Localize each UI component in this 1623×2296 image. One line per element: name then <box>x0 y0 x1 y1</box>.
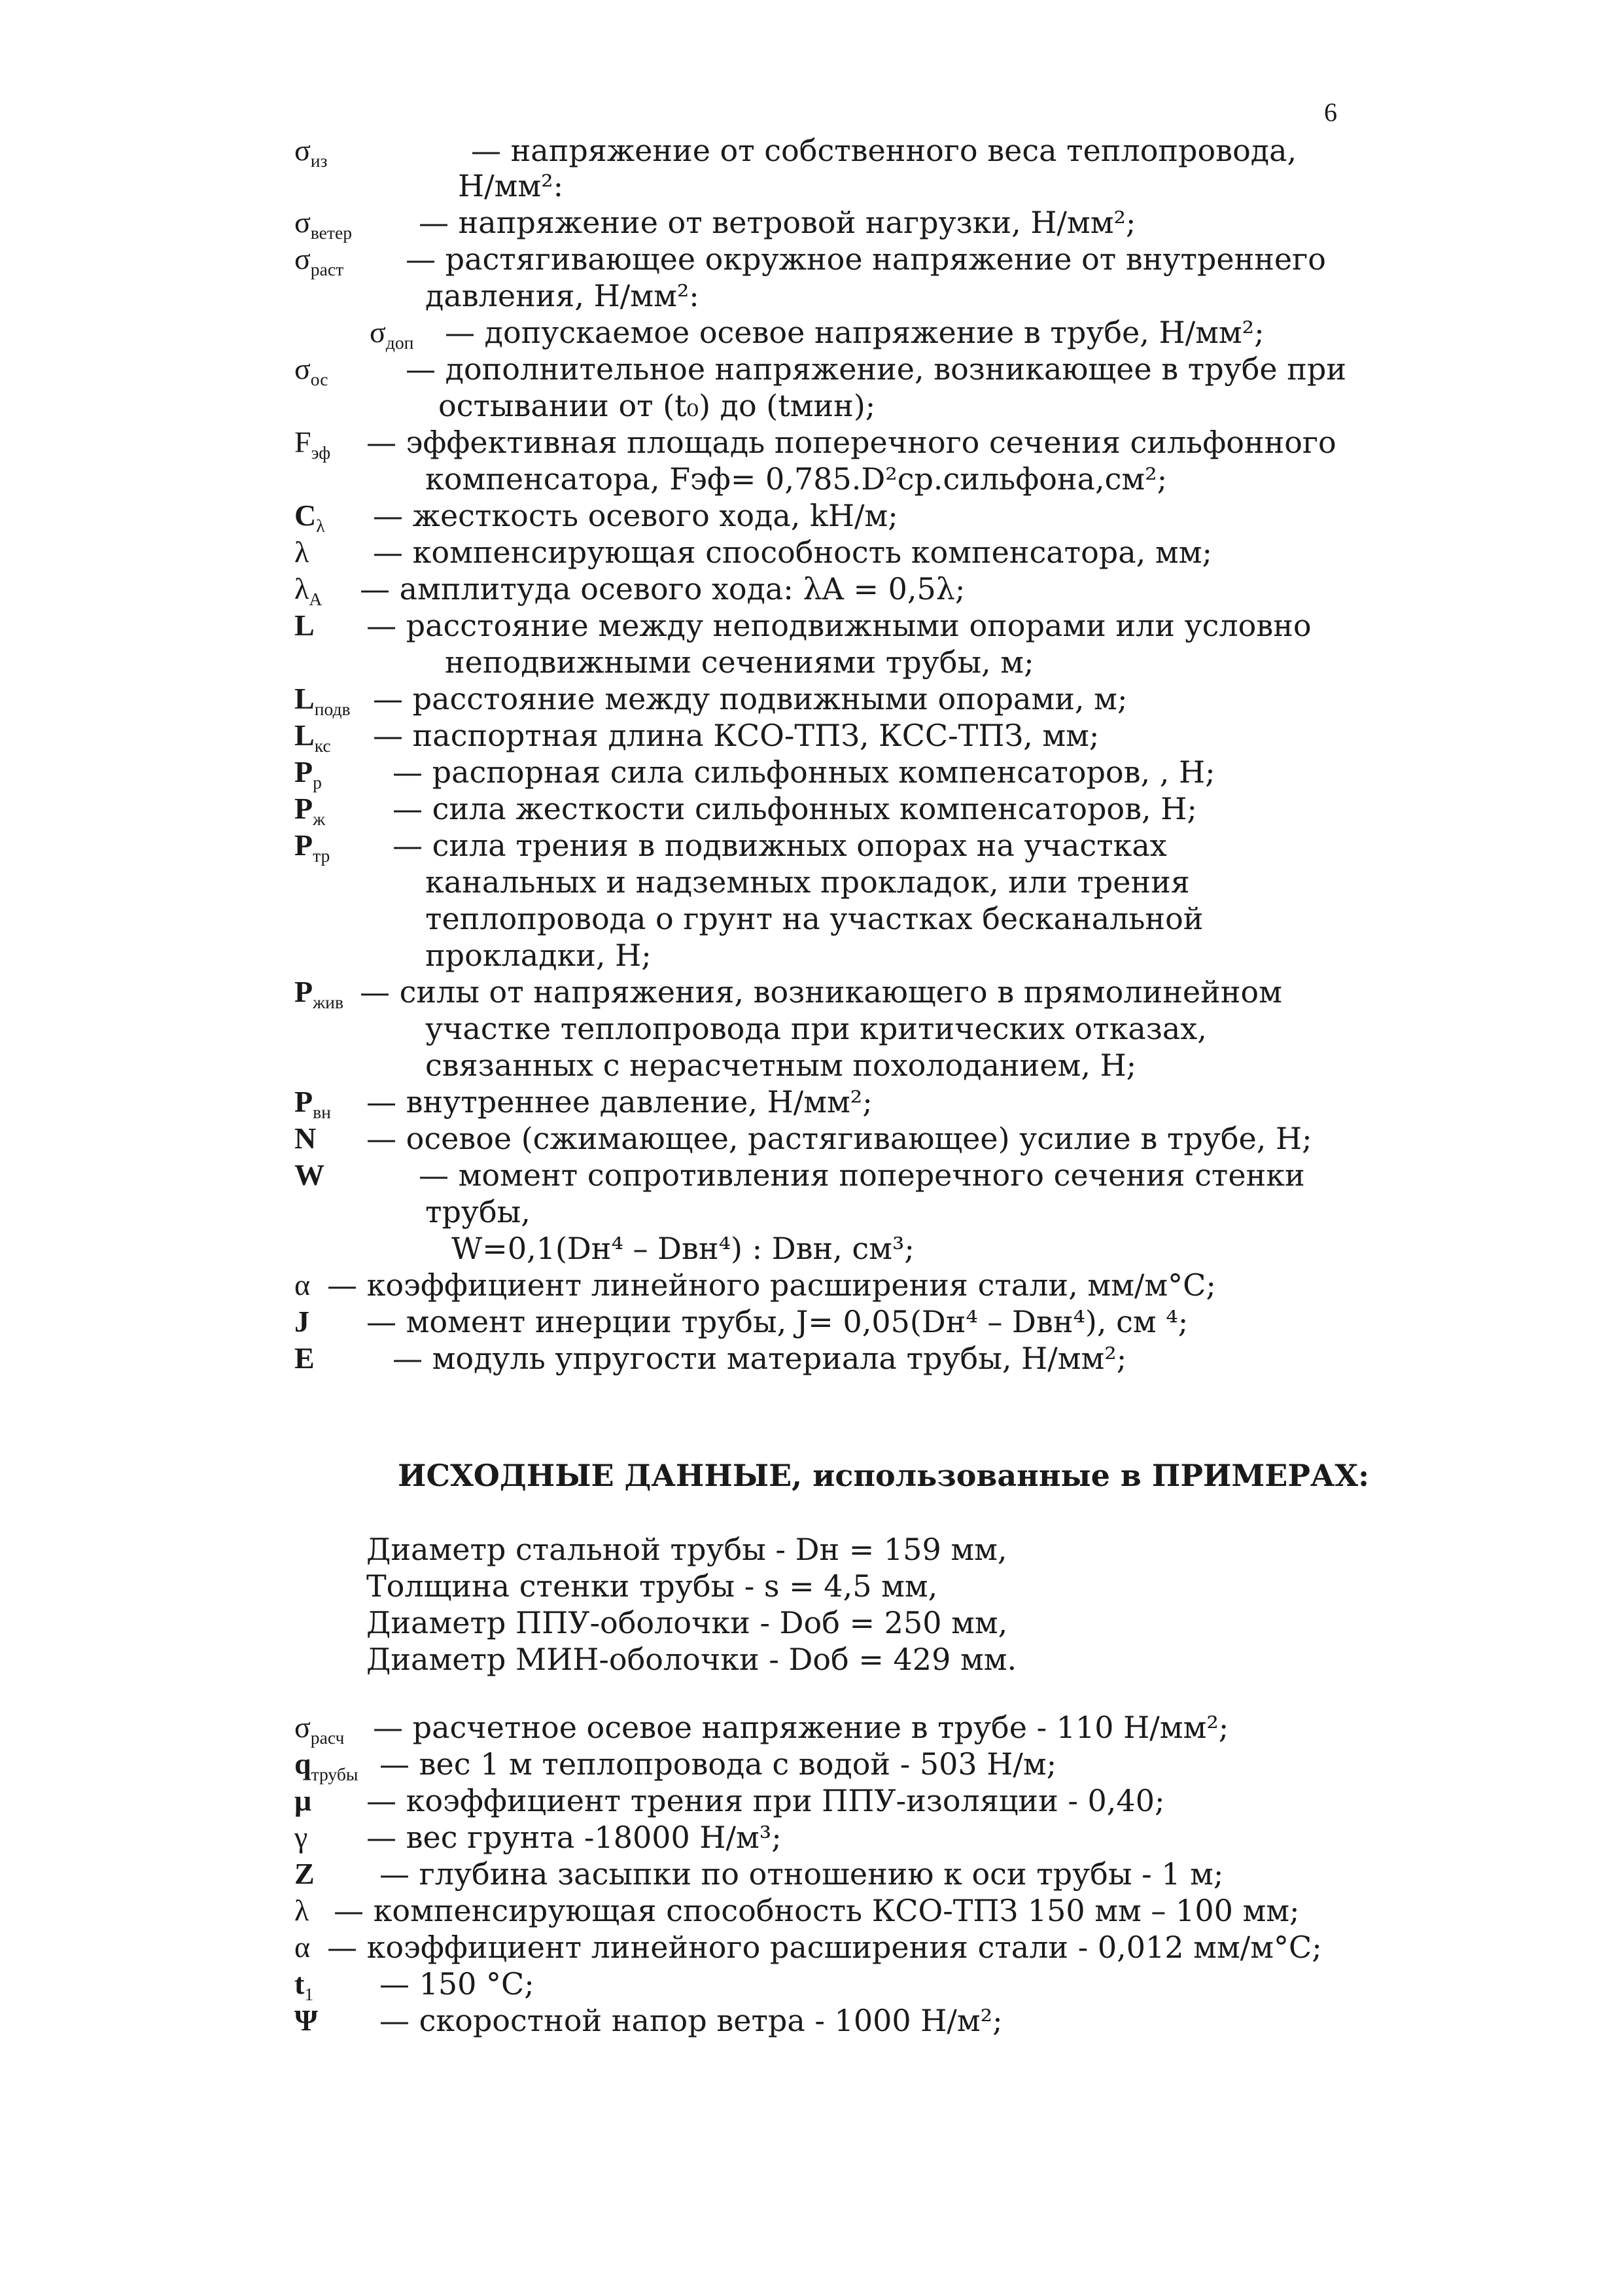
param-line-text: — расчетное осевое напряжение в трубе - 110 Н/мм²; <box>373 1710 1229 1745</box>
param-line-text: — коэффициент линейного расширения стали - 0,012 мм/м°С; <box>327 1930 1322 1965</box>
source-line: Толщина стенки трубы - s = 4,5 мм, <box>366 1568 938 1604</box>
notation-line-text: — компенсирующая способность компенсатора, мм; <box>373 535 1212 570</box>
notation-line-text: — расстояние между неподвижными опорами или условно <box>366 608 1312 643</box>
notation-line-text: — внутреннее давление, Н/мм²; <box>366 1084 873 1120</box>
notation-line-symbol: N <box>294 1122 317 1155</box>
heading-bold: ИСХОДНЫЕ ДАННЫЕ, <box>398 1458 803 1493</box>
notation-line-text: — напряжение от ветровой нагрузки, Н/мм²; <box>419 205 1136 240</box>
notation-line-symbol: $C_\lambda$ <box>294 499 325 537</box>
notation-line-text: — напряжение от собственного веса теплопровода, <box>471 133 1297 168</box>
notation-line-text: Н/мм²: <box>458 168 564 203</box>
notation-line-text: — момент сопротивления поперечного сечения стенки <box>419 1157 1305 1193</box>
param-line-symbol: $\sigma_{расч}$ <box>294 1710 345 1748</box>
notation-line-symbol: λ <box>294 535 309 569</box>
notation-line-text: — момент инерции трубы, J= 0,05(Dн⁴ – Dвн⁴), см ⁴; <box>366 1304 1189 1339</box>
notation-line-text: — дополнительное напряжение, возникающее в трубе при <box>406 351 1347 387</box>
notation-line-text: давления, Н/мм²: <box>425 278 699 313</box>
notation-line-symbol: $P_ж$ <box>294 792 326 830</box>
param-line-text: — компенсирующая способность КСО-ТПЗ 150 мм – 100 мм; <box>334 1893 1300 1928</box>
notation-line-symbol: J <box>294 1305 309 1338</box>
notation-line-text: трубы, <box>425 1194 531 1229</box>
notation-line-symbol: α <box>294 1268 311 1301</box>
notation-line-text: — распорная сила сильфонных компенсаторов, , Н; <box>393 754 1215 790</box>
notation-line-symbol: $P_{тр}$ <box>294 828 330 866</box>
heading-normal: использованные в <box>802 1458 1152 1493</box>
param-line-text: — вес 1 м теплопровода с водой - 503 Н/м; <box>379 1746 1057 1782</box>
notation-line-symbol: L <box>294 609 315 642</box>
param-line-symbol: $q_{трубы}$ <box>294 1747 358 1785</box>
param-line-symbol: μ <box>294 1784 312 1817</box>
notation-line-text: — эффективная площадь поперечного сечения сильфонного <box>366 425 1336 460</box>
notation-line-symbol: $\sigma_{ветер}$ <box>294 205 353 243</box>
notation-line-text: — амплитуда осевого хода: λA = 0,5λ; <box>360 571 966 607</box>
notation-line-text: связанных с нерасчетным похолоданием, Н; <box>425 1048 1137 1083</box>
notation-line-text: — растягивающее окружное напряжение от внутреннего <box>406 241 1326 277</box>
param-line-text: — скоростной напор ветра - 1000 Н/м²; <box>379 2003 1003 2038</box>
source-line: Диаметр стальной трубы - Dн = 159 мм, <box>366 1532 1007 1567</box>
notation-line-symbol: $L_{кс}$ <box>294 718 331 756</box>
source-line: Диаметр ППУ-оболочки - Dоб = 250 мм, <box>366 1605 1008 1640</box>
notation-line-symbol: E <box>294 1341 315 1375</box>
notation-line-text: компенсатора, Fэф= 0,785.D²ср.сильфона,см²; <box>425 461 1168 497</box>
source-line: Диаметр МИН-оболочки - Dоб = 429 мм. <box>366 1642 1017 1677</box>
notation-line-symbol: $\sigma_{доп}$ <box>370 315 414 353</box>
notation-line-symbol: $\lambda_А$ <box>294 572 323 610</box>
param-line-symbol: α <box>294 1930 311 1964</box>
notation-line-text: — модуль упругости материала трубы, Н/мм²; <box>393 1341 1127 1376</box>
notation-line-text: канальных и надземных прокладок, или трения <box>425 864 1190 900</box>
notation-line-symbol: $F_{эф}$ <box>294 425 331 463</box>
param-line-text: — 150 °С; <box>379 1966 534 2002</box>
param-line-text: — глубина засыпки по отношению к оси трубы - 1 м; <box>379 1856 1224 1892</box>
param-line-text: — коэффициент трения при ППУ-изоляции - 0,40; <box>366 1783 1165 1818</box>
notation-line-text: остывании от (t₀) до (tмин); <box>438 388 876 423</box>
notation-line-symbol: $\sigma_{раст}$ <box>294 242 344 280</box>
param-line-symbol: γ <box>294 1820 308 1854</box>
notation-line-text: — жесткость осевого хода, kН/м; <box>373 498 898 533</box>
notation-line-text: — сила трения в подвижных опорах на участках <box>393 828 1167 863</box>
param-line-symbol: Ψ <box>294 2004 318 2037</box>
notation-line-symbol: W <box>294 1158 324 1192</box>
notation-line-text: прокладки, Н; <box>425 938 652 973</box>
notation-line-text: — паспортная длина КСО-ТПЗ, КСС-ТПЗ, мм; <box>373 718 1100 753</box>
section-heading <box>398 1458 1369 1493</box>
notation-line-text: — допускаемое осевое напряжение в трубе, Н/мм²; <box>445 315 1265 350</box>
param-line-text: — вес грунта -18000 Н/м³; <box>366 1820 782 1855</box>
notation-line-text: — силы от напряжения, возникающего в прямолинейном <box>360 974 1282 1010</box>
param-line-symbol: λ <box>294 1894 309 1927</box>
notation-line-symbol: $\sigma_{ос}$ <box>294 352 328 390</box>
notation-line-symbol: $P_р$ <box>294 755 322 793</box>
notation-line-text: — сила жесткости сильфонных компенсаторов, Н; <box>393 791 1197 826</box>
notation-line-text: — коэффициент линейного расширения стали, мм/м°С; <box>327 1267 1216 1303</box>
notation-line-text: участке теплопровода при критических отказах, <box>425 1011 1207 1046</box>
notation-line-text: неподвижными сечениями трубы, м; <box>445 645 1034 680</box>
notation-line-text: — осевое (сжимающее, растягивающее) усилие в трубе, Н; <box>366 1121 1312 1156</box>
notation-line-text: теплопровода о грунт на участках бесканальной <box>425 901 1204 936</box>
param-line-symbol: $t_1$ <box>294 1967 314 2005</box>
notation-line-symbol: $\sigma_{из}$ <box>294 133 328 171</box>
notation-line-text: W=0,1(Dн⁴ – Dвн⁴) : Dвн, см³; <box>451 1231 915 1266</box>
param-line-symbol: Z <box>294 1857 315 1890</box>
notation-line-symbol: $P_{жив}$ <box>294 975 343 1013</box>
notation-line-text: — расстояние между подвижными опорами, м; <box>373 681 1128 716</box>
page-number: 6 <box>1324 97 1337 127</box>
notation-line-symbol: $P_{вн}$ <box>294 1085 331 1123</box>
notation-line-symbol: $L_{подв}$ <box>294 682 351 720</box>
heading-bold-2: ПРИМЕРАХ: <box>1151 1458 1370 1493</box>
